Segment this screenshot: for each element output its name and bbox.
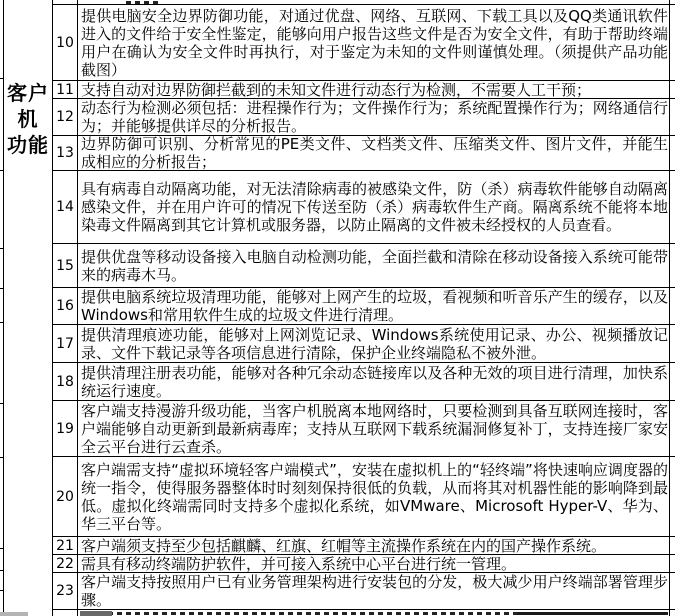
table-row <box>53 288 675 325</box>
row-group-label-line: 机 <box>17 107 39 131</box>
gridline <box>0 288 3 289</box>
gridline <box>0 170 3 171</box>
table-row <box>53 537 675 555</box>
requirement-text-cell[interactable] <box>78 81 670 98</box>
row-group-label-line: 客户 <box>7 81 49 105</box>
table-row <box>53 136 675 171</box>
requirement-text: 客户端支持漫游升级功能，当客户机脱离本地网络时，只要检测到具备互联网连接时，客户端能够自动更新到最新病毒库；支持从互联网下载系统漏洞修复补丁，支持连接厂家安全云平台进行云查杀。 <box>81 401 668 456</box>
table-rows-area <box>53 0 675 616</box>
row-number-cell <box>53 610 78 616</box>
row-group-label-line: 功能 <box>7 133 49 157</box>
gridline <box>0 548 3 549</box>
requirement-text-cell[interactable] <box>78 573 670 609</box>
row-number-cell[interactable]: 14 <box>53 171 78 243</box>
table-row <box>53 363 675 401</box>
row-number-cell[interactable]: 17 <box>53 325 78 362</box>
requirement-text-cell <box>78 0 670 4</box>
gridline <box>0 403 3 404</box>
clipped-row-bottom-fragment <box>53 610 675 616</box>
clipped-text-fragment <box>126 1 160 4</box>
requirement-text: 提供电脑安全边界防御功能，对通过优盘、网络、互联网、下载工具以及QQ类通讯软件进入的文件给于安全性鉴定，能够向用户报告这些文件是否为安全文件，有助于帮助终端用户在确认为安全文件时再执行，对于鉴定为未知的文件则谨慎处理。（须提供产品功能截图） <box>81 6 668 79</box>
row-number-cell[interactable]: 10 <box>53 5 78 80</box>
table-row <box>53 81 675 99</box>
gridline <box>0 78 3 79</box>
clipped-text-fragment <box>81 612 518 615</box>
row-number-cell[interactable]: 12 <box>53 99 78 135</box>
table-row <box>53 171 675 244</box>
requirement-text-cell[interactable] <box>78 244 670 287</box>
table-row <box>53 573 675 610</box>
requirement-text-cell[interactable] <box>78 136 670 170</box>
requirement-text: 客户端须支持至少包括麒麟、红旗、红帽等主流操作系统在内的国产操作系统。 <box>81 537 607 554</box>
requirement-text: 客户端需支持“虚拟环境轻客户端模式”，安装在虚拟机上的“轻终端”将快速响应调度器的统一指令，使得服务器整体时时刻刻保持很低的负载，从而将其对机器性能的影响降到最低。虚拟化终端需同时支持多个虚拟化系统，如VMware、Microsoft Hyper-V、华为、华三平台等。 <box>81 460 668 533</box>
requirement-text: 提供电脑系统垃圾清理功能，能够对上网产生的垃圾，看视频和听音乐产生的缓存，以及Windows和常用软件生成的垃圾文件进行清理。 <box>81 288 668 324</box>
requirement-text-cell[interactable] <box>78 171 670 243</box>
gridline <box>0 590 3 591</box>
requirement-text-cell[interactable] <box>78 457 670 536</box>
requirement-text: 边界防御可识别、分析常见的PE类文件、文档类文件、压缩类文件、图片文件，并能生成相应的分析报告； <box>81 136 668 170</box>
gridline <box>0 457 3 458</box>
table-row <box>53 5 675 81</box>
table-row <box>53 325 675 363</box>
row-number-cell <box>53 0 78 4</box>
table-row <box>53 457 675 537</box>
table-row <box>53 244 675 288</box>
requirement-text-cell[interactable] <box>78 325 670 362</box>
table-row <box>53 99 675 136</box>
requirement-text-cell[interactable] <box>78 537 670 554</box>
gridline <box>0 570 3 571</box>
requirement-text: 需具有移动终端防护软件，并可接入系统中心平台进行统一管理。 <box>81 555 517 572</box>
table-row <box>53 401 675 457</box>
row-number-cell[interactable]: 11 <box>53 81 78 98</box>
requirement-text-cell[interactable] <box>78 5 670 80</box>
requirement-text: 动态行为检测必须包括：进程操作行为；文件操作行为；系统配置操作行为；网络通信行为；并能够提供详尽的分析报告。 <box>81 99 668 135</box>
clipped-text-fragment <box>518 612 668 615</box>
row-group-label-cell[interactable] <box>4 0 53 616</box>
requirement-text: 提供优盘等移动设备接入电脑自动检测功能，全面拦截和清除在移动设备接入系统可能带来的病毒木马。 <box>81 247 668 284</box>
requirement-text-cell[interactable] <box>78 401 670 456</box>
requirement-text: 具有病毒自动隔离功能，对无法清除病毒的被感染文件，防（杀）病毒软件能够自动隔离感染文件，并在用户许可的情况下传送至防（杀）病毒软件生产商。隔离系统不能将本地染毒文件隔离到其它计算机或服务器，以防止隔离的文件被未经授权的人员查看。 <box>81 180 668 234</box>
row-number-cell[interactable]: 18 <box>53 363 78 400</box>
requirement-text-cell[interactable] <box>78 363 670 400</box>
requirement-text: 支持自动对边界防御拦截到的未知文件进行动态行为检测，不需要人工干预； <box>81 81 592 98</box>
row-number-cell[interactable]: 23 <box>53 573 78 609</box>
row-number-cell[interactable]: 20 <box>53 457 78 536</box>
row-number-cell[interactable]: 21 <box>53 537 78 554</box>
gridline <box>0 248 3 249</box>
left-neighbour-column-strip <box>0 0 4 616</box>
bottom-gray-artifact <box>80 611 112 616</box>
bottom-gray-artifact <box>0 612 28 616</box>
requirement-text: 提供清理注册表功能，能够对各种冗余动态链接库以及各种无效的项目进行清理，加快系统运行速度。 <box>81 363 668 400</box>
requirement-text-cell <box>78 610 670 616</box>
gridline <box>0 322 3 323</box>
row-number-cell[interactable]: 16 <box>53 288 78 324</box>
requirement-text-cell[interactable] <box>78 288 670 324</box>
row-number-cell[interactable]: 19 <box>53 401 78 456</box>
requirement-text-cell[interactable] <box>78 555 670 572</box>
requirement-text: 提供清理痕迹功能，能够对上网浏览记录、Windows系统使用记录、办公、视频播放记录、文件下载记录等各项信息进行清除，保护企业终端隐私不被外泄。 <box>81 325 668 362</box>
row-number-cell[interactable]: 15 <box>53 244 78 287</box>
row-number-cell[interactable]: 13 <box>53 136 78 170</box>
requirement-text: 客户端支持按照用户已有业务管理架构进行安装包的分发，极大减少用户终端部署管理步骤。 <box>81 573 668 609</box>
table-row <box>53 555 675 573</box>
requirement-text-cell[interactable] <box>78 99 670 135</box>
row-number-cell[interactable]: 22 <box>53 555 78 572</box>
